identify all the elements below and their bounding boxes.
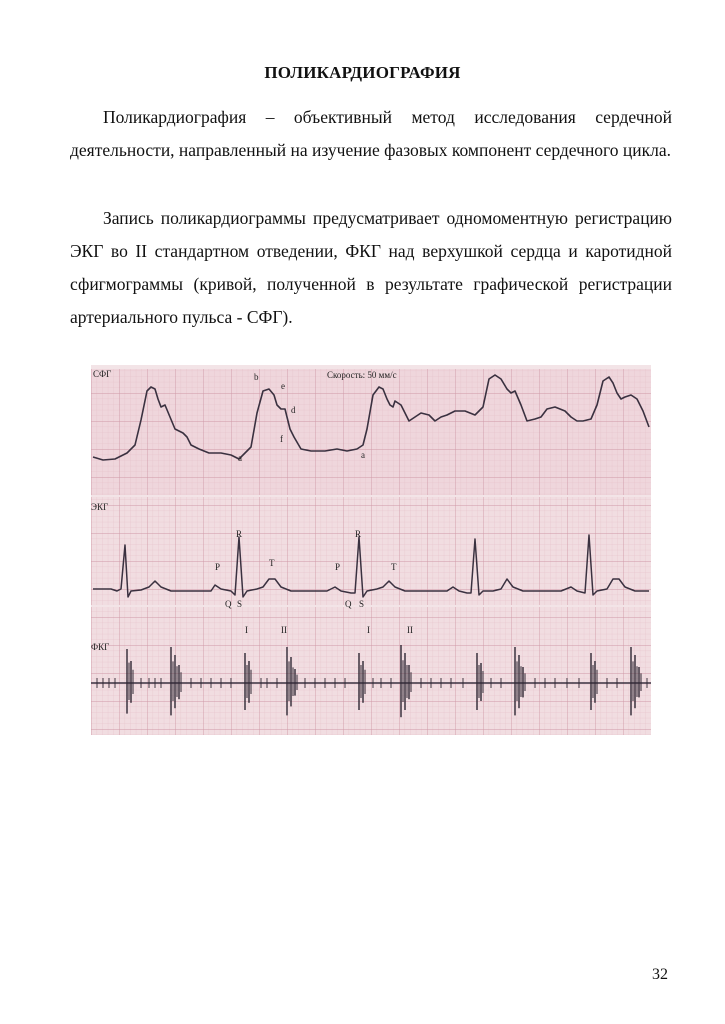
ecg-q2-label: Q	[345, 599, 352, 609]
tone-ii2-label: II	[407, 625, 413, 635]
tone-i2-label: I	[367, 625, 370, 635]
polycardiogram-image	[91, 365, 651, 735]
ecg-p1-label: P	[215, 562, 221, 572]
ecg-q1-label: Q	[225, 599, 232, 609]
ecg-s2-label: S	[359, 599, 365, 609]
page-title: ПОЛИКАРДИОГРАФИЯ	[264, 63, 461, 82]
ecg-r2-label: R	[355, 529, 362, 539]
polycardiogram-figure	[91, 365, 651, 735]
ecg-r1-label: R	[236, 529, 243, 539]
fkg-label: ФКГ	[91, 642, 110, 652]
sfg-point-e: e	[281, 381, 285, 391]
tone-i1-label: I	[245, 625, 248, 635]
page-number: 32	[652, 966, 668, 983]
speed-label: Скорость: 50 мм/с	[327, 370, 397, 380]
ecg-p2-label: P	[335, 562, 341, 572]
ecg-t1-label: T	[269, 558, 275, 568]
sfg-point-a1: a	[238, 453, 242, 463]
sfg-point-b: b	[254, 372, 259, 382]
ecg-t2-label: T	[391, 562, 397, 572]
ecg-label: ЭКГ	[91, 502, 109, 512]
tone-ii1-label: II	[281, 625, 287, 635]
sfg-point-a2: a	[361, 450, 365, 460]
sfg-label: СФГ	[93, 369, 112, 379]
ecg-s1-label: S	[237, 599, 243, 609]
paragraph-recording: Запись поликардиограммы предусматривает одномоментную регистрацию ЭКГ во II стандартном отведении, ФКГ над верхушкой сердца и каротидной сфигмограммы (кривой, полученной в результате графической регистрации артериального пульса - СФГ).	[70, 208, 672, 327]
sfg-point-d: d	[291, 405, 296, 415]
paragraph-definition: Поликардиография – объективный метод исследования сердечной деятельности, направленный на изучение фазовых компонент сердечного цикла.	[70, 107, 672, 160]
sfg-point-f: f	[280, 434, 283, 444]
